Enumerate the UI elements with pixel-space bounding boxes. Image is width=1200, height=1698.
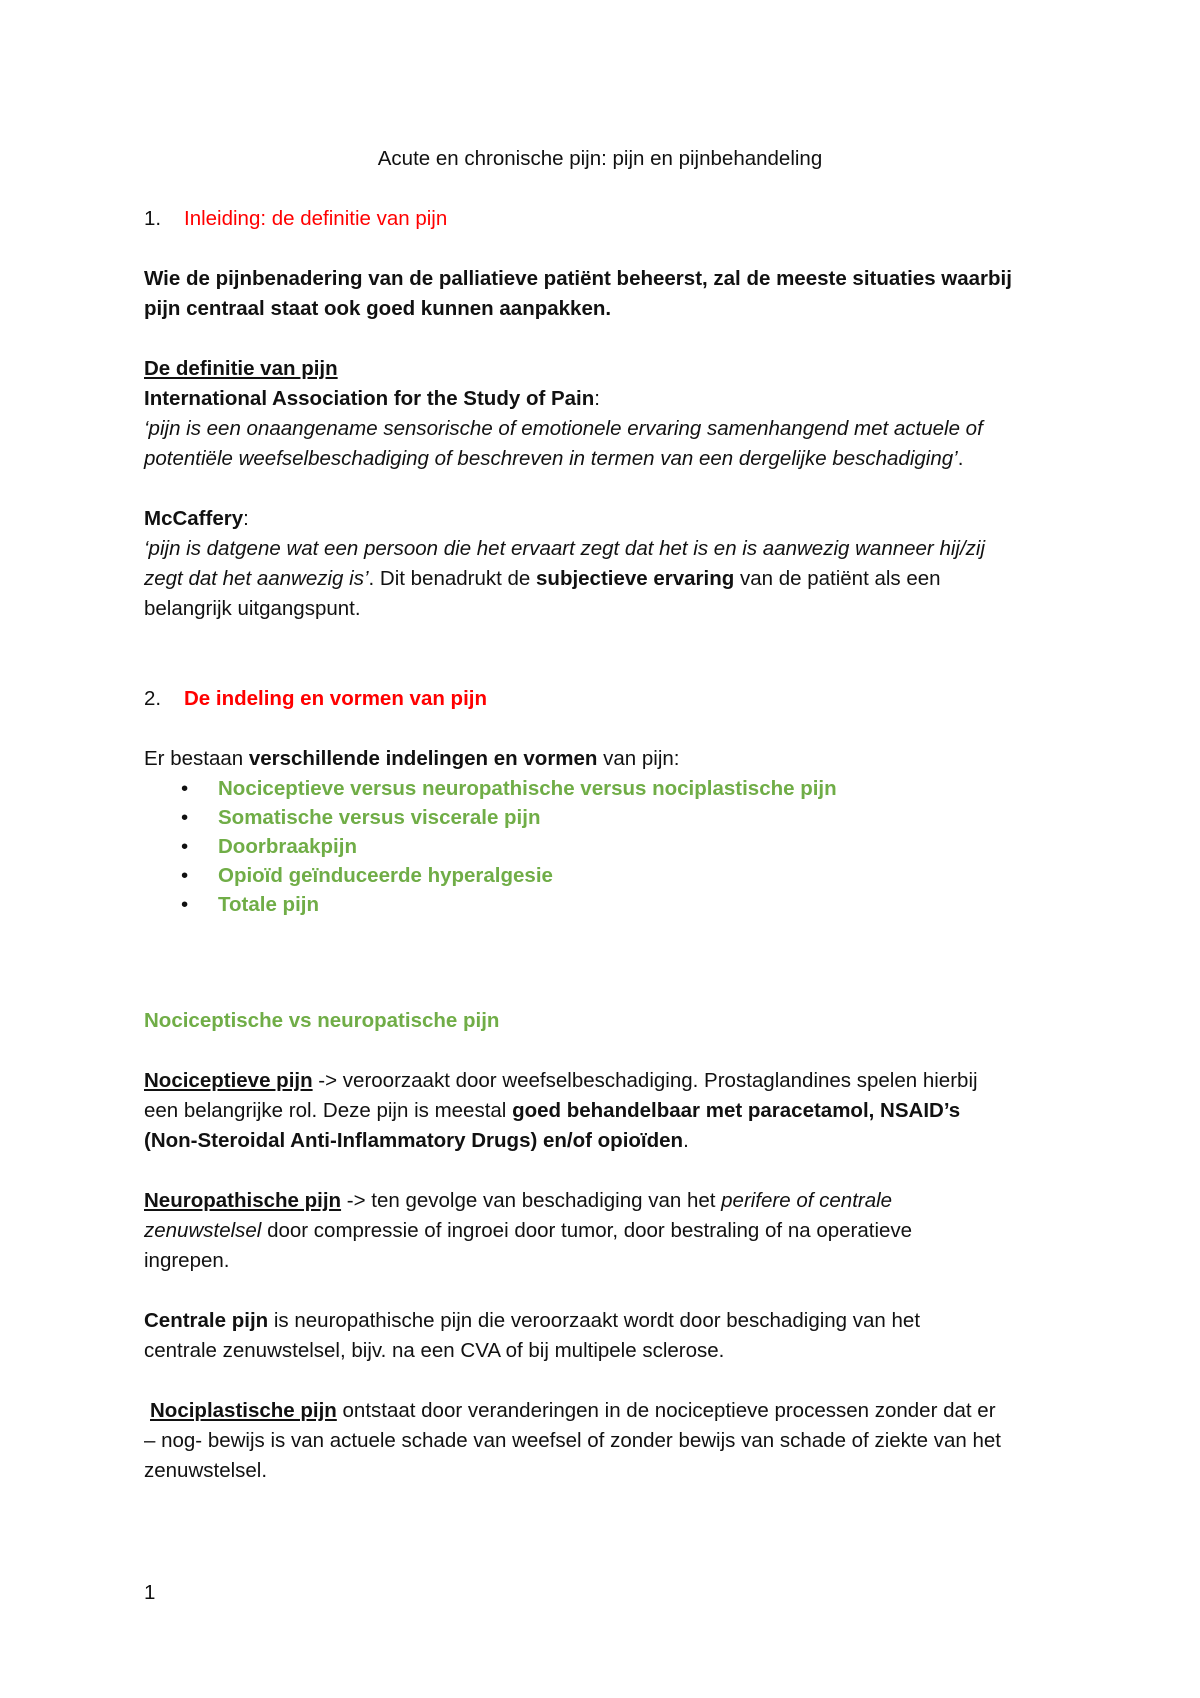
section-2-title: De indeling en vormen van pijn — [184, 687, 487, 710]
central-pain-term: Centrale pijn — [144, 1309, 269, 1332]
nociceptive-line-1-text: -> veroorzaakt door weefselbeschadiging. Prostaglandines spelen hierbij — [312, 1069, 978, 1092]
nociceptive-line-1 — [144, 1066, 978, 1096]
nociplastic-line-2: – nog- bewijs is van actuele schade van weefsel of zonder bewijs van schade of ziekte van het — [144, 1429, 1001, 1452]
section-2-intro-bold: verschillende indelingen en vormen — [248, 747, 598, 770]
iasp-label: International Association for the Study of Pain — [144, 387, 595, 410]
bullet-marker: • — [181, 893, 189, 916]
mccaffery-rest-text: van de patiënt als een — [734, 567, 941, 590]
section-1-number: 1. — [144, 207, 162, 230]
neuropathic-line-2-italic: zenuwstelsel — [144, 1219, 262, 1242]
mccaffery-after-text: . Dit benadrukt de — [368, 567, 537, 590]
page-number: 1 — [144, 1581, 156, 1604]
iasp-quote-text-2: potentiële weefselbeschadiging of beschreven in termen van een dergelijke beschadiging’ — [144, 447, 958, 470]
mccaffery-label: McCaffery — [144, 507, 244, 530]
iasp-label-line — [144, 384, 600, 414]
mccaffery-quote-line-1 — [144, 534, 985, 564]
neuropathic-line-1-text: -> ten gevolge van beschadiging van het — [341, 1189, 722, 1212]
iasp-quote-text-1: ‘pijn is een onaangename sensorische of emotionele ervaring samenhangend met actuele of — [144, 417, 983, 440]
bullet-marker: • — [181, 864, 189, 887]
neuropathic-line-1-italic: perifere of centrale — [721, 1189, 893, 1212]
intro-text-2: pijn centraal staat ook goed kunnen aanpakken. — [144, 297, 612, 320]
section-2-intro-post: van pijn: — [597, 747, 680, 770]
neuropathic-line-3: ingrepen. — [144, 1249, 230, 1272]
central-pain-line-1-text: is neuropathische pijn die veroorzaakt wordt door beschadiging van het — [268, 1309, 921, 1332]
nociplastic-line-1 — [150, 1396, 996, 1426]
iasp-colon: : — [594, 387, 600, 410]
neuropathic-line-2 — [144, 1216, 912, 1246]
iasp-quote-line-2 — [144, 444, 963, 474]
list-item: Nociceptieve versus neuropathische versus nociplastische pijn — [218, 777, 837, 800]
nociceptive-term: Nociceptieve pijn — [144, 1069, 313, 1092]
nociceptive-line-2-bold: goed behandelbaar met paracetamol, NSAID’s — [512, 1099, 961, 1122]
nociceptive-line-3 — [144, 1126, 689, 1156]
section-2-heading — [110, 684, 487, 714]
section-2-intro — [144, 744, 680, 774]
mccaffery-bold-text: subjectieve ervaring — [536, 567, 735, 590]
mccaffery-line-3: belangrijk uitgangspunt. — [144, 597, 361, 620]
mccaffery-quote-line-2 — [144, 564, 941, 594]
bullet-marker: • — [181, 806, 189, 829]
iasp-quote-end: . — [957, 447, 964, 470]
document-title: Acute en chronische pijn: pijn en pijnbehandeling — [377, 147, 823, 170]
nociceptive-line-2-text: een belangrijke rol. Deze pijn is meestal — [144, 1099, 513, 1122]
nociplastic-line-1-text: ontstaat door veranderingen in de nociceptieve processen zonder dat er — [336, 1399, 996, 1422]
section-1-heading — [110, 204, 447, 234]
neuropathic-term: Neuropathische pijn — [144, 1189, 342, 1212]
neuropathic-line-2-text: door compressie of ingroei door tumor, door bestraling of na operatieve — [261, 1219, 913, 1242]
section-2-intro-pre: Er bestaan — [144, 747, 249, 770]
intro-line-1 — [144, 264, 1012, 294]
definition-heading-text: De definitie van pijn — [144, 357, 338, 380]
intro-text-1: Wie de pijnbenadering van de palliatieve patiënt beheerst, zal de meeste situaties waarbij — [144, 267, 1012, 290]
central-pain-line-2: centrale zenuwstelsel, bijv. na een CVA of bij multipele sclerose. — [144, 1339, 725, 1362]
intro-line-2 — [144, 294, 611, 324]
mccaffery-colon: : — [243, 507, 249, 530]
list-item: Totale pijn — [218, 893, 319, 916]
nociplastic-term: Nociplastische pijn — [150, 1399, 337, 1422]
list-item: Doorbraakpijn — [218, 835, 357, 858]
central-pain-line-1 — [144, 1306, 920, 1336]
bullet-marker: • — [181, 835, 189, 858]
nociceptive-line-3-end: . — [683, 1129, 689, 1152]
subsection-heading — [144, 1006, 499, 1036]
mccaffery-quote-text-2: zegt dat het aanwezig is’ — [144, 567, 369, 590]
mccaffery-quote-text-1: ‘pijn is datgene wat een persoon die het ervaart zegt dat het is en is aanwezig wanneer hij/zij — [144, 537, 986, 560]
nociplastic-line-3: zenuwstelsel. — [144, 1459, 268, 1482]
iasp-quote-line-1 — [144, 414, 983, 444]
list-item: Somatische versus viscerale pijn — [218, 806, 541, 829]
list-item: Opioïd geïnduceerde hyperalgesie — [218, 864, 553, 887]
nociceptive-line-3-bold: (Non-Steroidal Anti-Inflammatory Drugs) en/of opioïden — [144, 1129, 684, 1152]
nociceptive-line-2 — [144, 1096, 960, 1126]
subsection-heading-text: Nociceptische vs neuropatische pijn — [144, 1009, 500, 1032]
section-1-title: Inleiding: de definitie van pijn — [184, 207, 448, 230]
mccaffery-label-line — [144, 504, 249, 534]
neuropathic-line-1 — [144, 1186, 892, 1216]
bullet-marker: • — [181, 777, 189, 800]
definition-heading — [144, 354, 338, 384]
section-2-number: 2. — [144, 687, 162, 710]
